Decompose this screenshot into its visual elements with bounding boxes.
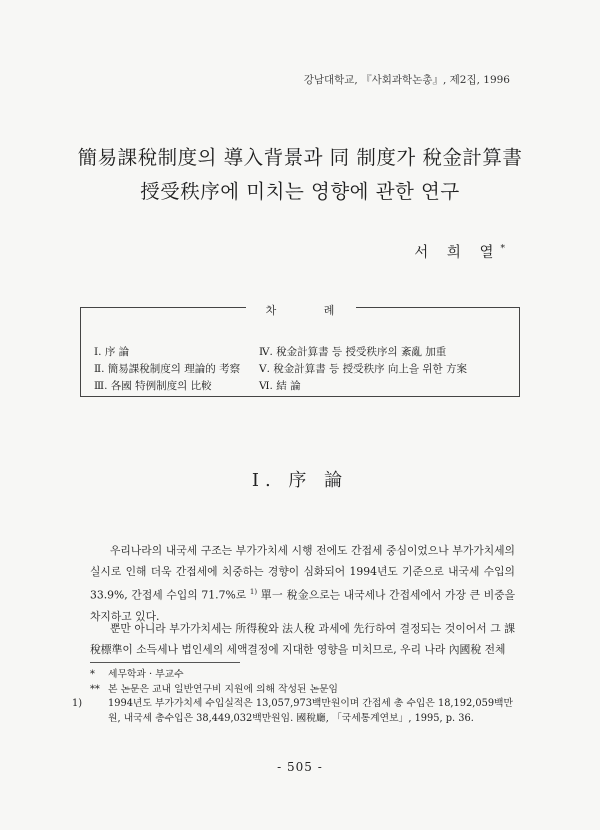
footnote-divider bbox=[90, 662, 240, 663]
toc-item: Ⅵ. 結 論 bbox=[259, 380, 301, 392]
footnote bbox=[90, 683, 520, 698]
footnote-reference: 1) bbox=[249, 588, 258, 596]
paragraph-text: 우리나라의 내국세 구조는 부가가치세 시행 전에도 간접세 중심이었으나 부가가치세의 실시로 인해 더욱 간접세에 치중하는 경향이 심화되어 1994년도 기준으로 내국세 수입의 33.9%, 간접세 수입의 71.7%로 bbox=[90, 544, 515, 602]
footnotes bbox=[72, 668, 520, 726]
author-footnote-mark: * bbox=[500, 244, 505, 255]
footnote-mark: 1) bbox=[72, 698, 83, 709]
toc-item: Ⅰ. 序 論 bbox=[94, 346, 130, 358]
toc-heading-wrap bbox=[81, 299, 521, 318]
title-line-2: 授受秩序에 미치는 영향에 관한 연구 bbox=[140, 180, 460, 203]
author bbox=[414, 241, 505, 262]
toc-heading: 차 례 bbox=[246, 302, 357, 318]
author-name: 서 희 열 bbox=[414, 245, 501, 261]
toc-item: Ⅱ. 簡易課稅制度의 理論的 考察 bbox=[94, 363, 241, 375]
footnote-text: 본 논문은 교내 일반연구비 지원에 의해 작성된 논문임 bbox=[108, 683, 339, 695]
footnote-text: 1994년도 부가가치세 수입실적은 13,057,973백만원이며 간접세 총 수입은 18,192,059백만원, 내국세 총수입은 38,449,032백만원임. 國稅廳, 「국세통계연보」, 1995, p. 36. bbox=[108, 698, 513, 724]
toc-item: Ⅴ. 稅金計算書 등 授受秩序 向上을 위한 方案 bbox=[259, 363, 468, 375]
page-number: - 505 - bbox=[277, 760, 323, 774]
journal-citation: 강남대학교, 『사회과학논총』, 제2집, 1996 bbox=[303, 74, 510, 86]
toc-item: Ⅳ. 稅金計算書 등 授受秩序의 紊亂 加重 bbox=[259, 346, 447, 358]
footnote bbox=[90, 668, 520, 683]
title-line-1: 簡易課稅制度의 導入背景과 同 制度가 稅金計算書 bbox=[77, 146, 523, 169]
table-of-contents bbox=[80, 304, 520, 397]
toc-item: Ⅲ. 各國 特例制度의 比較 bbox=[94, 380, 212, 392]
footnote-mark: * bbox=[90, 669, 95, 680]
footnote-text: 세무학과 · 부교수 bbox=[108, 669, 184, 680]
footnote-mark: ** bbox=[90, 683, 100, 695]
footnote bbox=[72, 697, 520, 726]
toc-left-column bbox=[94, 344, 240, 395]
body-paragraph-1 bbox=[90, 540, 515, 627]
paragraph-text: 單一 稅金으로는 내국세나 간접세에서 가장 큰 비중을 차지하고 있다. bbox=[90, 588, 516, 623]
body-paragraph-2: 뿐만 아니라 부가가치세는 所得稅와 法人稅 과세에 先行하여 결정되는 것이어서 그 課稅標準이 소득세나 법인세의 세액결정에 지대한 영향을 미치므로, 우리 나라 內國稅 전체 bbox=[90, 622, 515, 656]
section-heading: Ⅰ. 序 論 bbox=[251, 470, 349, 491]
toc-right-column bbox=[259, 344, 467, 395]
